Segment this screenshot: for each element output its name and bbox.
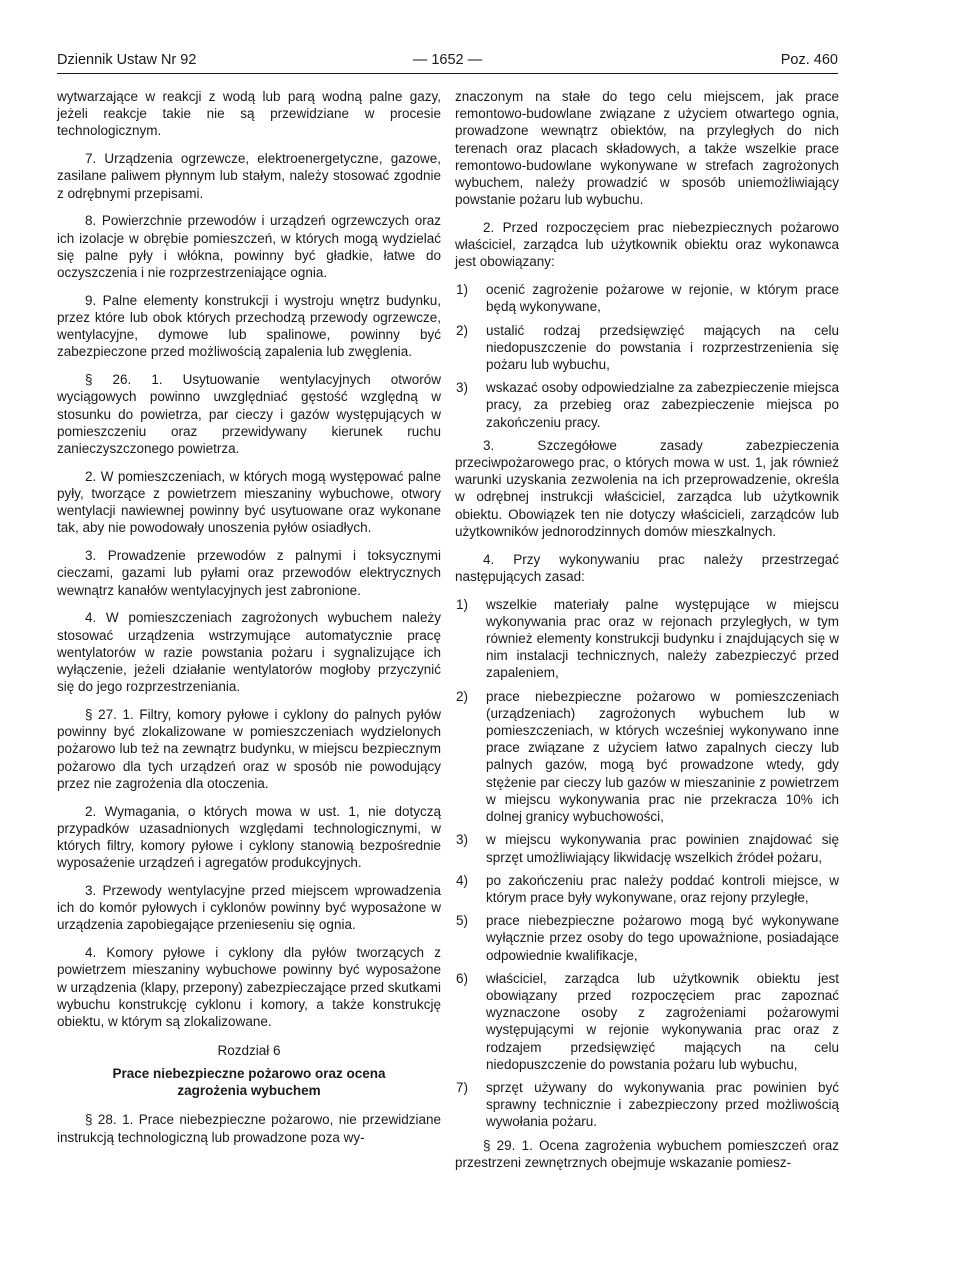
list-item-text: sprzęt używany do wykonywania prac powinien być sprawny technicznie i zabezpieczony przed możliwością wywołania pożaru. <box>486 1079 839 1130</box>
page-number: — 1652 — <box>412 52 483 68</box>
paragraph: § 27. 1. Filtry, komory pyłowe i cyklony do palnych pyłów powinny być zlokalizowane w pomieszczeniach wydzielonych pożarowo lub też na zewnątrz budynku, w miejscu bezpiecznym pożarowo dla tych urządzeń oraz w sposób nie powodujący przez nie zagrożenia dla otoczenia. <box>57 707 441 791</box>
paragraph: 4. Przy wykonywaniu prac należy przestrzegać następujących zasad: <box>455 551 839 584</box>
list-item-text: ocenić zagrożenie pożarowe w rejonie, w którym prace będą wykonywane, <box>486 282 839 315</box>
list-item-text: prace niebezpieczne pożarowo mogą być wykonywane wyłącznie przez osoby do tego upoważnione, posiadające odpowiednie kwalifikacje, <box>486 913 839 963</box>
list-item-text: właściciel, zarządca lub użytkownik obiektu jest obowiązany przed rozpoczęciem prac zapoznać wyznaczone osoby z zagrożeniami pożarowymi występującymi w rejonie wykonywania prac oraz z rodzajem przedsięwzięć mających na celu niedopuszczenie do powstania pożaru lub wybuchu, <box>486 970 839 1072</box>
paragraph: 4. Komory pyłowe i cyklony dla pyłów tworzących z powietrzem mieszaniny wybuchowe powinny być wyposażone w urządzenia (klapy, przepony) zabezpieczające przed skutkami wybuchu konstrukcję cyklonu i komory, a także konstrukcję obiektu, w którym są zlokalizowane. <box>57 945 441 1030</box>
paragraph: 3. Szczegółowe zasady zabezpieczenia przeciwpożarowego prac, o których mowa w ust. 1, jak również warunki uzyskania zezwolenia na ich przeprowadzenie, określa w odrębnej instrukcji właściciel, zarządca lub użytkownik obiektu. Obowiązek ten nie dotyczy właścicieli, zarządców lub użytkowników jednorodzinnych domów mieszkalnych. <box>455 437 839 539</box>
paragraph: 3. Przewody wentylacyjne przed miejscem wprowadzenia ich do komór pyłowych i cyklonów powinny być wyposażone w urządzenia zapobiegające przenieseniu się ognia. <box>57 883 441 933</box>
paragraph: 7. Urządzenia ogrzewcze, elektroenergetyczne, gazowe, zasilane paliwem płynnym lub stałym, należy stosować zgodnie z odrębnymi przepisami. <box>57 151 441 201</box>
list-item <box>455 281 839 315</box>
list-item-number: 2) <box>456 322 469 338</box>
list-item-text: prace niebezpieczne pożarowo w pomieszczeniach (urządzeniach) zagrożonych wybuchem lub w pomieszczeniach, w których wcześniej wykonywano inne prace związane z użyciem łatwo zapalnych cieczy lub palnych gazów, mogą być prowadzone wtedy, gdy stężenie par cieczy lub gazów w mieszaninie z powietrzem w miejscu wykonywania prac nie przekracza 10% ich dolnej granicy wybuchowości, <box>486 688 839 825</box>
list-item-text: wszelkie materiały palne występujące w miejscu wykonywania prac oraz w rejonach przyległych, w tym również elementy konstrukcji budynku i znajdujących się w nim instalacji technicznych, należy zabezpieczyć przed zapaleniem, <box>486 596 839 681</box>
list-item <box>455 872 839 906</box>
list-item <box>455 912 839 964</box>
list-item-number: 3) <box>456 380 469 396</box>
page-header <box>57 52 838 74</box>
paragraph: 8. Powierzchnie przewodów i urządzeń ogrzewczych oraz ich izolacje w obrębie pomieszczeń, w których mogą wydzielać się palne pyły i włókna, powinny być gładkie, łatwe do oczyszczenia i nie rozprzestrzeniające ognia. <box>57 213 441 281</box>
paragraph: § 26. 1. Usytuowanie wentylacyjnych otworów wyciągowych powinno uwzględniać gęstość względną w stosunku do powietrza, par cieczy i gazów występujących w pomieszczeniu oraz przewidywany kierunek ruchu zanieczyszczonego powietrza. <box>57 372 441 457</box>
list-item-number: 4) <box>456 872 469 888</box>
paragraph: 2. Przed rozpoczęciem prac niebezpiecznych pożarowo właściciel, zarządca lub użytkownik obiektu oraz wykonawca jest obowiązany: <box>455 220 839 270</box>
paragraph: § 29. 1. Ocena zagrożenia wybuchem pomieszczeń oraz przestrzeni zewnętrznych obejmuje wskazanie pomiesz- <box>455 1137 839 1170</box>
list-item-number: 2) <box>456 688 469 704</box>
list-item-text: ustalić rodzaj przedsięwzięć mających na celu niedopuszczenie do powstania i rozprzestrzenienia się pożaru lub wybuchu, <box>486 322 839 373</box>
chapter-number: Rozdział 6 <box>217 1043 281 1059</box>
list-item-text: po zakończeniu prac należy poddać kontroli miejsce, w którym prace były wykonywane, oraz rejony przyległe, <box>486 872 839 905</box>
left-column <box>57 88 441 1156</box>
list-item <box>455 831 839 865</box>
position-number: Poz. 460 <box>780 52 838 68</box>
list-item <box>455 379 839 431</box>
list-item-number: 5) <box>456 913 469 929</box>
paragraph: 3. Prowadzenie przewodów z palnymi i toksycznymi cieczami, gazami lub pyłami oraz przewodów elektrycznych wewnątrz kanałów wentylacyjnych jest zabronione. <box>57 548 441 598</box>
list-item-text: wskazać osoby odpowiedzialne za zabezpieczenie miejsca pracy, za przebieg oraz zabezpieczenie miejsca po zakończeniu pracy. <box>486 380 839 430</box>
list-item-number: 7) <box>456 1079 469 1095</box>
right-column <box>455 88 839 1182</box>
journal-title: Dziennik Ustaw Nr 92 <box>57 52 197 68</box>
list-item <box>455 596 839 682</box>
paragraph: 4. W pomieszczeniach zagrożonych wybuchem należy stosować urządzenia wstrzymujące automatycznie pracę wentylatorów w razie powstania pożaru i sygnalizujące ich wyłączenie, jeżeli działanie wentylatorów mogłoby przyczynić się do jego rozprzestrzeniania. <box>57 610 441 695</box>
paragraph: wytwarzające w reakcji z wodą lub parą wodną palne gazy, jeżeli reakcje takie nie są przewidziane w procesie technologicznym. <box>57 89 441 139</box>
paragraph: 2. W pomieszczeniach, w których mogą występować palne pyły, tworzące z powietrzem mieszaniny wybuchowe, otwory wentylacji nawiewnej powinny być usytuowane oraz wykonane tak, aby nie powodowały unoszenia pyłów osiadłych. <box>57 468 441 536</box>
list-item-number: 3) <box>456 832 469 848</box>
list-item-text: w miejscu wykonywania prac powinien znajdować się sprzęt umożliwiający likwidację wszelkich źródeł pożaru, <box>486 832 839 865</box>
list-item <box>455 970 839 1073</box>
paragraph: § 28. 1. Prace niebezpieczne pożarowo, nie przewidziane instrukcją technologiczną lub prowadzone poza wy- <box>57 1112 441 1145</box>
paragraph: 9. Palne elementy konstrukcji i wystroju wnętrz budynku, przez które lub obok których przechodzą przewody ogrzewcze, wentylacyjne, dymowe lub spalinowe, powinny być zabezpieczone przed możliwością zapalenia lub zwęglenia. <box>57 292 441 360</box>
list-item-number: 1) <box>456 596 469 612</box>
list-item-number: 6) <box>456 970 469 986</box>
list-item <box>455 322 839 374</box>
paragraph: znaczonym na stałe do tego celu miejscem, jak prace remontowo-budowlane związane z użyciem otwartego ognia, prowadzone wewnątrz obiektów, na przyległych do nich terenach oraz placach składowych, a także wszelkie prace remontowo-budowlane wykonywane w strefach zagrożonych wybuchem, należy prowadzić w sposób uniemożliwiający powstanie pożaru lub wybuchu. <box>455 89 839 208</box>
header-rule <box>57 73 838 74</box>
list-item <box>455 688 839 826</box>
list-item <box>455 1079 839 1131</box>
paragraph: 2. Wymagania, o których mowa w ust. 1, nie dotyczą przypadków uzasadnionych względami technologicznymi, w których filtry, komory pyłowe i cyklony stanowią bezpośrednie wyposażenie urządzeń i agregatów produkcyjnych. <box>57 803 441 871</box>
list-item-number: 1) <box>456 282 469 298</box>
chapter-title: Prace niebezpieczne pożarowo oraz ocena zagrożenia wybuchem <box>112 1066 386 1099</box>
